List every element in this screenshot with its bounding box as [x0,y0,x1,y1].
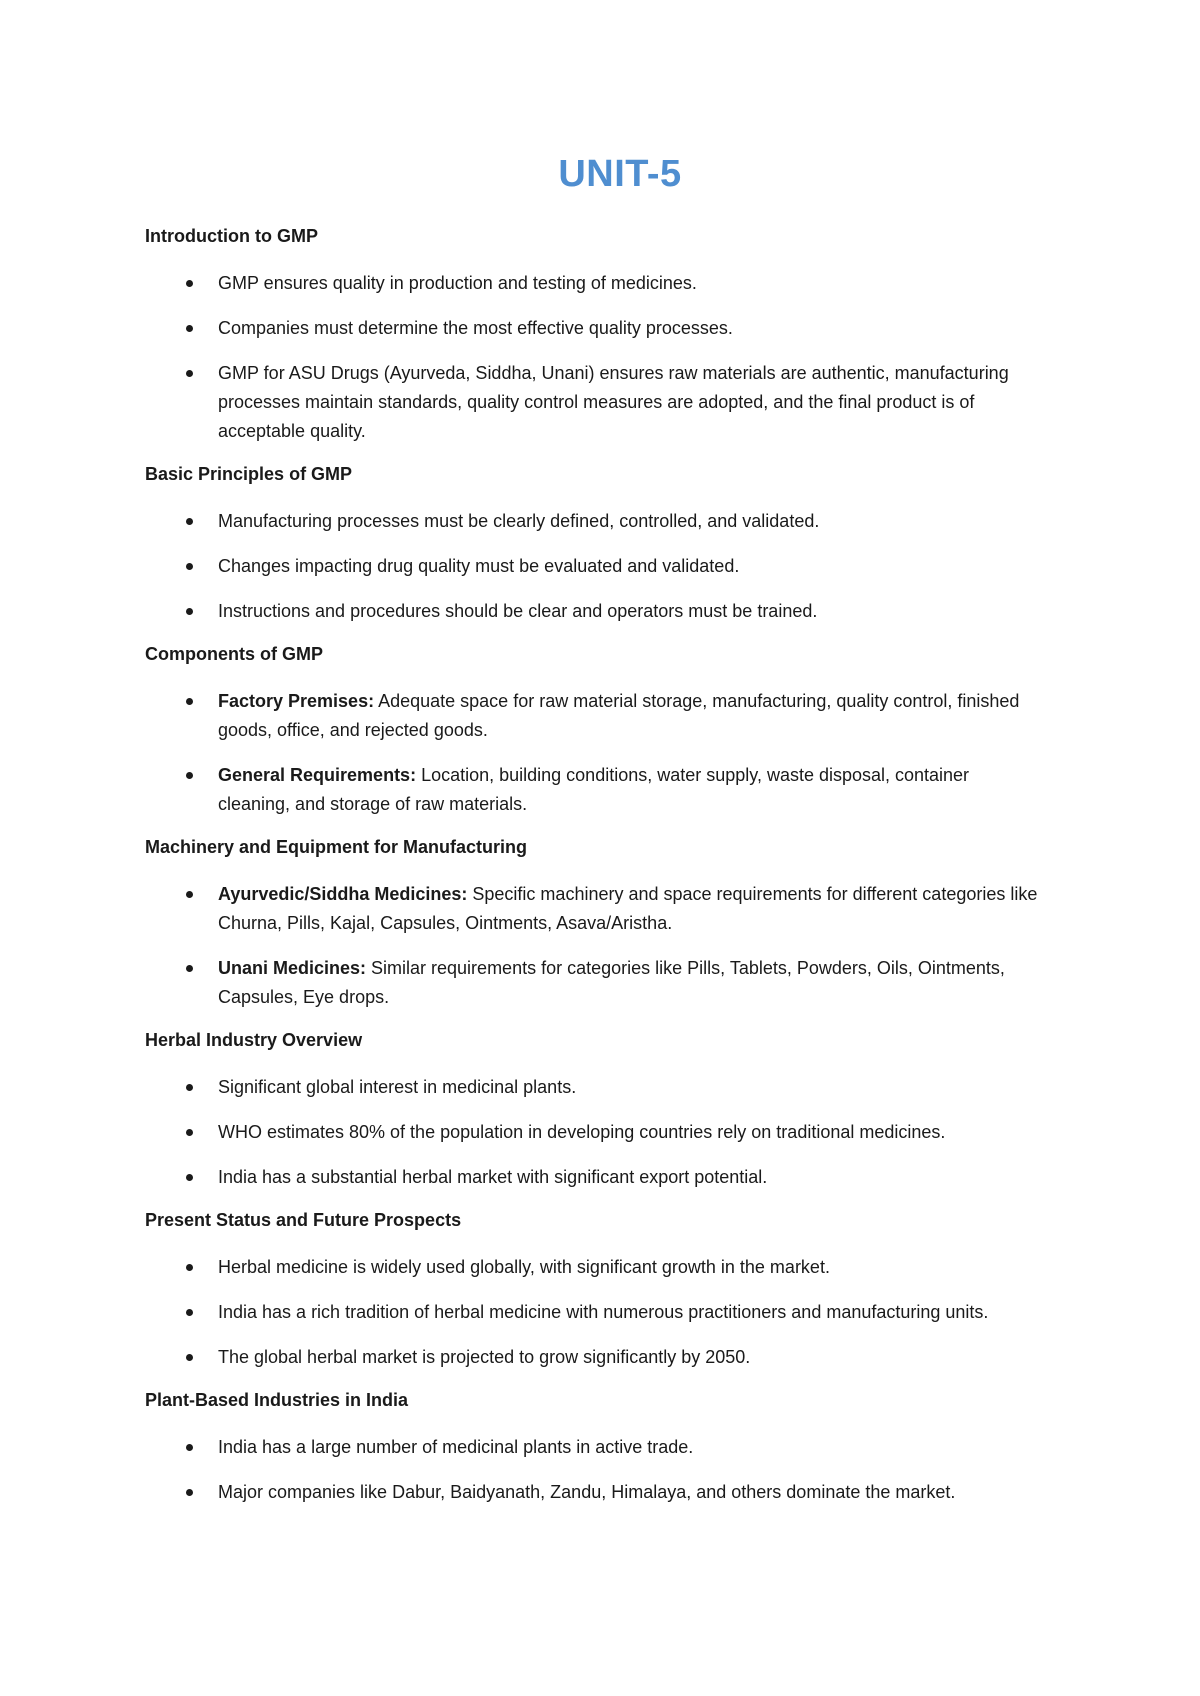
list-item [145,1253,1065,1282]
bullet-list [145,1253,1065,1372]
list-item [145,359,1065,446]
item-text: WHO estimates 80% of the population in developing countries rely on traditional medicines. [218,1122,946,1142]
item-text: Similar requirements for categories like Pills, Tablets, Powders, Oils, Ointments, Capsules, Eye drops. [218,958,1005,1007]
item-text: Changes impacting drug quality must be evaluated and validated. [218,556,740,576]
bullet-icon [186,965,193,972]
list-item [145,314,1065,343]
section-heading: Machinery and Equipment for Manufacturing [145,837,528,857]
item-text: India has a large number of medicinal plants in active trade. [218,1437,694,1457]
bullet-icon [186,370,193,377]
bullet-icon [186,698,193,705]
bullet-icon [186,563,193,570]
item-text: Instructions and procedures should be clear and operators must be trained. [218,601,818,621]
bullet-icon [186,891,193,898]
bullet-icon [186,1174,193,1181]
list-item [145,687,1065,745]
bullet-icon [186,1444,193,1451]
item-text: India has a substantial herbal market with significant export potential. [218,1167,768,1187]
item-label: Ayurvedic/Siddha Medicines: [218,884,468,904]
item-text: Companies must determine the most effective quality processes. [218,318,733,338]
list-item [145,552,1065,581]
bullet-icon [186,772,193,779]
item-label: Unani Medicines: [218,958,367,978]
document-page [145,150,1065,1523]
bullet-list [145,507,1065,626]
item-text: The global herbal market is projected to grow significantly by 2050. [218,1347,751,1367]
item-label: Factory Premises: [218,691,375,711]
bullet-list [145,687,1065,819]
section [145,1388,1065,1507]
item-text: Adequate space for raw material storage, manufacturing, quality control, finished goods, office, and rejected goods. [218,691,1020,740]
item-text: GMP ensures quality in production and testing of medicines. [218,273,697,293]
section [145,1028,1065,1192]
list-item [145,1118,1065,1147]
bullet-list [145,1073,1065,1192]
item-text: Significant global interest in medicinal plants. [218,1077,577,1097]
list-item [145,1343,1065,1372]
list-item [145,269,1065,298]
bullet-icon [186,1489,193,1496]
bullet-list [145,269,1065,446]
section-heading: Plant-Based Industries in India [145,1390,409,1410]
section [145,224,1065,446]
list-item [145,1478,1065,1507]
unit-title: UNIT-5 [558,153,682,195]
item-text: India has a rich tradition of herbal medicine with numerous practitioners and manufacturing units. [218,1302,989,1322]
list-item [145,507,1065,536]
item-text: Manufacturing processes must be clearly defined, controlled, and validated. [218,511,820,531]
bullet-icon [186,1129,193,1136]
list-item [145,597,1065,626]
bullet-icon [186,608,193,615]
bullet-icon [186,518,193,525]
section [145,1208,1065,1372]
item-label: General Requirements: [218,765,417,785]
bullet-icon [186,280,193,287]
section-heading: Basic Principles of GMP [145,464,353,484]
item-text: Specific machinery and space requirements for different categories like Churna, Pills, Kajal, Capsules, Ointments, Asava/Aristha. [218,884,1038,933]
item-text: Major companies like Dabur, Baidyanath, Zandu, Himalaya, and others dominate the market. [218,1482,956,1502]
bullet-icon [186,1264,193,1271]
list-item [145,1163,1065,1192]
section-heading: Introduction to GMP [145,226,318,246]
section-heading: Present Status and Future Prospects [145,1210,462,1230]
list-item [145,1433,1065,1462]
list-item [145,954,1065,1012]
list-item [145,1298,1065,1327]
list-item [145,1073,1065,1102]
bullet-icon [186,325,193,332]
document-sections [145,224,1065,1507]
bullet-list [145,1433,1065,1507]
item-text: GMP for ASU Drugs (Ayurveda, Siddha, Unani) ensures raw materials are authentic, manufacturing processes maintain standards, quality control measures are adopted, and the final product is of acceptable quality. [218,363,1009,441]
bullet-icon [186,1309,193,1316]
section [145,462,1065,626]
list-item [145,761,1065,819]
bullet-icon [186,1354,193,1361]
item-text: Herbal medicine is widely used globally, with significant growth in the market. [218,1257,830,1277]
bullet-icon [186,1084,193,1091]
bullet-list [145,880,1065,1012]
section [145,835,1065,1012]
section [145,642,1065,819]
item-text: Location, building conditions, water supply, waste disposal, container cleaning, and storage of raw materials. [218,765,970,814]
list-item [145,880,1065,938]
section-heading: Herbal Industry Overview [145,1030,363,1050]
section-heading: Components of GMP [145,644,323,664]
